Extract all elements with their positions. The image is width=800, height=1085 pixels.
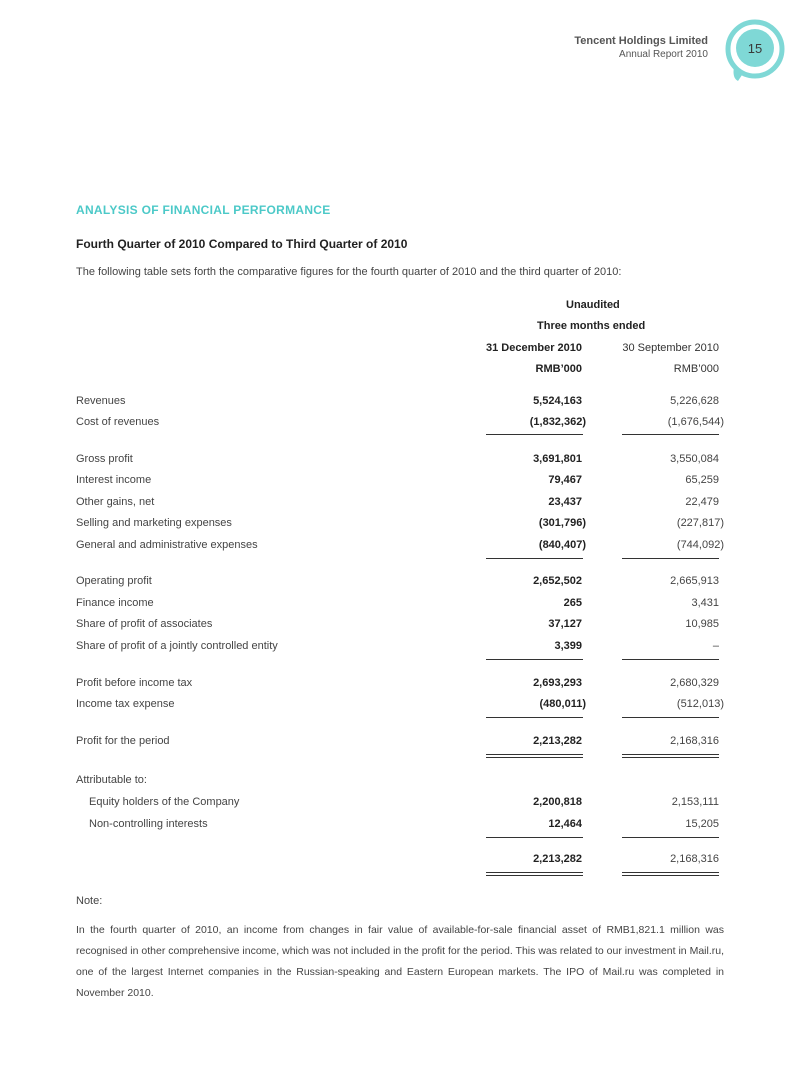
subtotal-rule — [486, 837, 583, 838]
row-value-q3-income-tax: (512,013) — [676, 698, 724, 710]
row-value-q4-non-controlling: 12,464 — [548, 818, 582, 830]
row-label-attributable-to: Attributable to: — [76, 774, 147, 786]
subtotal-rule — [622, 659, 719, 660]
row-label-selling-marketing: Selling and marketing expenses — [76, 517, 232, 529]
row-value-q3-share-associates: 10,985 — [685, 618, 719, 630]
subtotal-rule — [622, 558, 719, 559]
intro-text: The following table sets forth the comparative figures for the fourth quarter of 2010 and the third quarter of 2010: — [76, 266, 622, 278]
row-value-q3-finance-income: 3,431 — [691, 597, 719, 609]
row-value-q3-interest-income: 65,259 — [685, 474, 719, 486]
note-text: In the fourth quarter of 2010, an income from changes in fair value of available-for-sale financial asset of RMB1,821.1 million was recognised in other comprehensive income, which was not included in the profit for the period. This was related to our investment in Mail.ru, one of the largest Internet companies in the Russian-speaking and Eastern European markets. The IPO of Mail.ru was completed in November 2010. — [76, 924, 724, 999]
subtotal-rule — [622, 434, 719, 435]
page-header — [574, 34, 708, 61]
total-rule — [622, 754, 719, 755]
row-label-finance-income: Finance income — [76, 597, 154, 609]
row-value-q4-interest-income: 79,467 — [548, 474, 582, 486]
page-number-badge-icon — [722, 18, 788, 84]
report-name: Annual Report 2010 — [619, 49, 708, 60]
row-value-q4-income-tax: (480,011) — [539, 698, 586, 710]
subtotal-rule — [622, 837, 719, 838]
row-label-other-gains: Other gains, net — [76, 496, 155, 508]
subtotal-rule — [486, 434, 583, 435]
total-rule — [486, 757, 583, 758]
header-col1-date: 31 December 2010 — [485, 342, 582, 354]
subtotal-rule — [622, 717, 719, 718]
row-value-q4-profit-before-tax: 2,693,293 — [533, 677, 582, 689]
row-label-income-tax: Income tax expense — [76, 698, 175, 710]
row-label-operating-profit: Operating profit — [76, 575, 152, 587]
page-number: 15 — [747, 41, 763, 56]
row-label-gross-profit: Gross profit — [76, 453, 133, 465]
total-rule — [486, 754, 583, 755]
row-value-q4-general-admin: (840,407) — [538, 539, 586, 551]
sub-title: Fourth Quarter of 2010 Compared to Third Quarter of 2010 — [76, 237, 408, 251]
header-period: Three months ended — [537, 320, 646, 332]
row-label-non-controlling: Non-controlling interests — [89, 818, 208, 830]
row-label-equity-holders: Equity holders of the Company — [89, 796, 240, 808]
company-name: Tencent Holdings Limited — [574, 35, 708, 47]
row-value-q3-profit-before-tax: 2,680,329 — [670, 677, 719, 689]
row-value-q3-share-jce: – — [712, 640, 719, 652]
row-value-q4-finance-income: 265 — [563, 597, 582, 609]
total-rule — [486, 875, 583, 876]
row-value-q4-revenues: 5,524,163 — [533, 395, 582, 407]
subtotal-rule — [486, 558, 583, 559]
row-label-share-jce: Share of profit of a jointly controlled entity — [76, 640, 278, 652]
row-value-q3-revenues: 5,226,628 — [670, 395, 719, 407]
row-value-q3-operating-profit: 2,665,913 — [670, 575, 719, 587]
row-value-q4-operating-profit: 2,652,502 — [533, 575, 582, 587]
row-value-q3-non-controlling: 15,205 — [685, 818, 719, 830]
row-value-q3-selling-marketing: (227,817) — [676, 517, 724, 529]
row-value-q4-attributable-total: 2,213,282 — [533, 853, 582, 865]
row-value-q4-equity-holders: 2,200,818 — [533, 796, 582, 808]
row-value-q3-other-gains: 22,479 — [685, 496, 719, 508]
subtotal-rule — [486, 717, 583, 718]
row-value-q4-gross-profit: 3,691,801 — [533, 453, 582, 465]
row-value-q4-profit-for-period: 2,213,282 — [533, 735, 582, 747]
row-label-interest-income: Interest income — [76, 474, 152, 486]
total-rule — [622, 757, 719, 758]
row-label-general-admin: General and administrative expenses — [76, 539, 258, 551]
row-label-share-associates: Share of profit of associates — [76, 618, 213, 630]
section-title: ANALYSIS OF FINANCIAL PERFORMANCE — [76, 203, 331, 217]
note-label: Note: — [76, 895, 103, 907]
row-label-revenues: Revenues — [76, 395, 126, 407]
row-label-profit-for-period: Profit for the period — [76, 735, 170, 747]
row-label-cost-of-revenues: Cost of revenues — [76, 416, 160, 428]
row-value-q3-cost-of-revenues: (1,676,544) — [667, 416, 724, 428]
row-value-q3-attributable-total: 2,168,316 — [670, 853, 719, 865]
row-value-q4-selling-marketing: (301,796) — [538, 517, 586, 529]
total-rule — [622, 875, 719, 876]
header-unaudited: Unaudited — [566, 299, 620, 311]
row-value-q4-cost-of-revenues: (1,832,362) — [529, 416, 586, 428]
row-value-q3-general-admin: (744,092) — [676, 539, 724, 551]
row-value-q3-gross-profit: 3,550,084 — [670, 453, 719, 465]
row-label-profit-before-tax: Profit before income tax — [76, 677, 193, 689]
row-value-q4-share-associates: 37,127 — [548, 618, 582, 630]
row-value-q4-share-jce: 3,399 — [554, 640, 582, 652]
row-value-q3-equity-holders: 2,153,111 — [671, 796, 719, 808]
header-col2-date: 30 September 2010 — [622, 342, 719, 354]
row-value-q4-other-gains: 23,437 — [548, 496, 582, 508]
row-value-q3-profit-for-period: 2,168,316 — [670, 735, 719, 747]
total-rule — [622, 872, 719, 873]
header-col2-unit: RMB’000 — [673, 363, 719, 375]
header-col1-unit: RMB’000 — [535, 363, 582, 375]
subtotal-rule — [486, 659, 583, 660]
total-rule — [486, 872, 583, 873]
